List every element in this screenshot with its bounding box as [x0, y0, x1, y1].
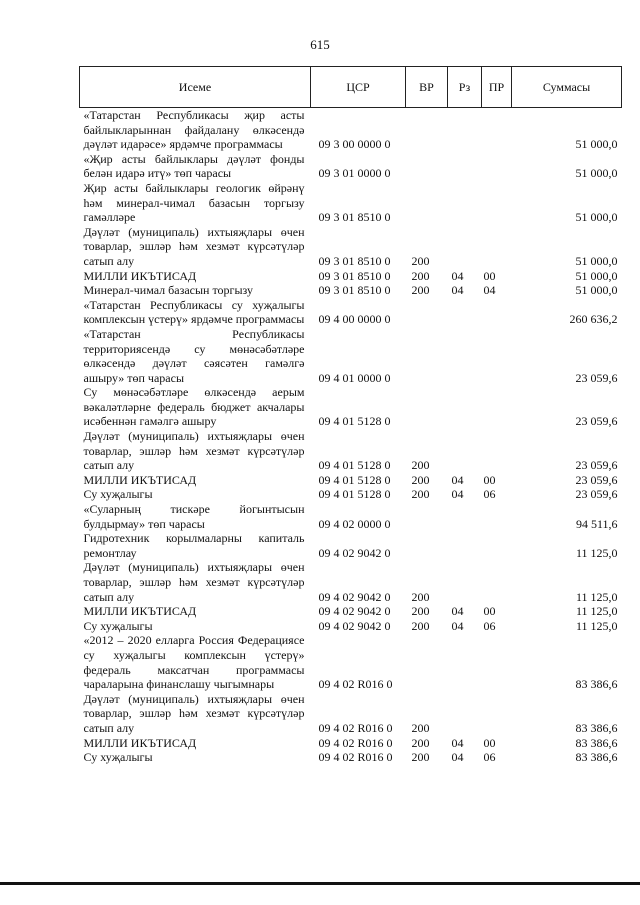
- cell-pr: [482, 692, 512, 736]
- cell-csr: 09 4 02 R016 0: [318, 720, 393, 735]
- cell-csr: 09 4 02 9042 0: [318, 604, 391, 619]
- cell-vr: 200: [411, 283, 430, 298]
- cell-sum: 260 636,2: [569, 312, 618, 327]
- table-row: [80, 152, 622, 181]
- cell-csr: 09 4 02 9042 0: [318, 589, 391, 604]
- cell-vr: 200: [411, 604, 430, 619]
- table-row: [80, 750, 622, 765]
- cell-sum: 83 386,6: [575, 677, 618, 692]
- cell-rz: [448, 531, 482, 560]
- cell-vr: 200: [411, 735, 430, 750]
- table-header: [80, 67, 622, 108]
- table-row: [80, 633, 622, 691]
- page-number: 615: [310, 37, 330, 52]
- cell-csr: 09 3 01 0000 0: [318, 166, 391, 181]
- cell-name: «Җир асты байлыклары дәүләт фонды белән идарә итү» төп чарасы: [83, 151, 305, 181]
- cell-rz: [448, 181, 482, 225]
- cell-rz: 04: [451, 735, 464, 750]
- cell-sum: 83 386,6: [575, 750, 618, 765]
- cell-pr: [482, 429, 512, 473]
- cell-name: «Суларның тискәре йогынтысын булдырмау» төп чарасы: [83, 502, 305, 531]
- cell-csr: 09 3 01 8510 0: [318, 283, 391, 298]
- table-row: [80, 619, 622, 634]
- cell-pr: 00: [483, 472, 496, 487]
- cell-vr: [406, 385, 448, 429]
- cell-name: Дәүләт (муниципаль) ихтыяҗлары өчен товарлар, эшләр һәм хезмәт күрсәтүләр сатып алу: [83, 429, 305, 473]
- cell-sum: 94 511,6: [575, 516, 618, 531]
- cell-pr: [482, 502, 512, 531]
- cell-pr: [482, 298, 512, 327]
- cell-vr: 200: [411, 720, 430, 735]
- header-rz: Рз: [448, 67, 482, 108]
- cell-vr: 200: [411, 472, 430, 487]
- cell-vr: [406, 181, 448, 225]
- table-row: [80, 108, 622, 152]
- cell-rz: [448, 108, 482, 152]
- header-csr: ЦСР: [311, 67, 406, 108]
- cell-vr: [406, 502, 448, 531]
- table-row: [80, 327, 622, 385]
- cell-rz: [448, 633, 482, 691]
- cell-name: Дәүләт (муниципаль) ихтыяҗлары өчен товарлар, эшләр һәм хезмәт күрсәтүләр сатып алу: [83, 560, 305, 604]
- cell-pr: [482, 108, 512, 152]
- table-row: [80, 385, 622, 429]
- cell-vr: [406, 531, 448, 560]
- cell-csr: 09 4 01 5128 0: [318, 472, 391, 487]
- cell-pr: 00: [483, 735, 496, 750]
- cell-pr: 00: [483, 604, 496, 619]
- cell-csr: 09 4 02 0000 0: [318, 516, 391, 531]
- cell-pr: 06: [483, 750, 496, 765]
- cell-sum: 11 125,0: [575, 589, 618, 604]
- cell-pr: 04: [483, 283, 496, 298]
- cell-rz: [448, 385, 482, 429]
- table-row: [80, 692, 622, 736]
- cell-name: «Татарстан Республикасы җир асты байлыкларыннан файдалану өлкәсендә дәүләт идарәсе» ярдәмче программасы: [83, 108, 305, 152]
- header-sum: Суммасы: [512, 67, 622, 108]
- cell-csr: 09 4 02 9042 0: [318, 618, 391, 633]
- table-row: [80, 531, 622, 560]
- cell-pr: [482, 327, 512, 385]
- cell-rz: 04: [451, 487, 464, 502]
- cell-csr: 09 4 01 0000 0: [318, 370, 391, 385]
- page-bottom-rule: [0, 882, 640, 885]
- cell-vr: [406, 152, 448, 181]
- cell-vr: 200: [411, 268, 430, 283]
- cell-rz: 04: [451, 604, 464, 619]
- table-row: [80, 487, 622, 502]
- cell-sum: 23 059,6: [575, 472, 618, 487]
- cell-sum: 51 000,0: [575, 268, 618, 283]
- cell-vr: [406, 633, 448, 691]
- cell-pr: [482, 531, 512, 560]
- cell-sum: 11 125,0: [575, 604, 618, 619]
- cell-name: Минерал-чимал базасын торгызу: [83, 283, 254, 298]
- cell-sum: 23 059,6: [575, 370, 618, 385]
- cell-pr: [482, 385, 512, 429]
- cell-rz: 04: [451, 618, 464, 633]
- table-row: [80, 283, 622, 298]
- cell-vr: 200: [411, 618, 430, 633]
- cell-rz: [448, 152, 482, 181]
- cell-name: МИЛЛИ ИКЪТИСАД: [83, 604, 197, 619]
- cell-vr: [406, 298, 448, 327]
- cell-sum: 11 125,0: [575, 545, 618, 560]
- cell-sum: 11 125,0: [575, 618, 618, 633]
- cell-name: МИЛЛИ ИКЪТИСАД: [83, 268, 197, 283]
- cell-pr: 06: [483, 487, 496, 502]
- cell-vr: 200: [411, 458, 430, 473]
- cell-sum: 51 000,0: [575, 253, 618, 268]
- cell-name: Дәүләт (муниципаль) ихтыяҗлары өчен товарлар, эшләр һәм хезмәт күрсәтүләр сатып алу: [83, 224, 305, 268]
- cell-sum: 51 000,0: [575, 166, 618, 181]
- cell-sum: 83 386,6: [575, 735, 618, 750]
- cell-csr: 09 3 01 8510 0: [318, 253, 391, 268]
- table-row: [80, 181, 622, 225]
- cell-rz: 04: [451, 283, 464, 298]
- cell-sum: 83 386,6: [575, 720, 618, 735]
- cell-sum: 51 000,0: [575, 137, 618, 152]
- cell-sum: 23 059,6: [575, 487, 618, 502]
- cell-rz: 04: [451, 750, 464, 765]
- budget-table: [79, 66, 622, 765]
- cell-name: Су мөнәсәбәтләре өлкәсендә аерым вәкаләтләрне федераль бюджет акчалары исәбеннән гамәлгә ашыру: [83, 385, 305, 429]
- header-vr: ВР: [406, 67, 448, 108]
- cell-vr: 200: [411, 750, 430, 765]
- cell-sum: 23 059,6: [575, 414, 618, 429]
- cell-pr: 06: [483, 618, 496, 633]
- cell-sum: 23 059,6: [575, 458, 618, 473]
- table-row: [80, 736, 622, 751]
- cell-name: Су хуҗалыгы: [83, 618, 153, 633]
- cell-vr: 200: [411, 253, 430, 268]
- cell-vr: 200: [411, 589, 430, 604]
- cell-rz: [448, 327, 482, 385]
- table-row: [80, 473, 622, 488]
- cell-name: «2012 – 2020 елларга Россия Федерациясе су хуҗалыгы комплексын үстерү» федераль максатчан программасы чараларына финанслашу чыгымнары: [83, 633, 305, 692]
- cell-csr: 09 3 01 8510 0: [318, 268, 391, 283]
- cell-csr: 09 4 02 R016 0: [318, 750, 393, 765]
- table-row: [80, 225, 622, 269]
- cell-pr: [482, 225, 512, 269]
- cell-pr: [482, 152, 512, 181]
- cell-csr: 09 4 02 9042 0: [318, 545, 391, 560]
- cell-csr: 09 4 02 R016 0: [318, 677, 393, 692]
- cell-csr: 09 4 01 5128 0: [318, 414, 391, 429]
- cell-pr: [482, 181, 512, 225]
- cell-pr: 00: [483, 268, 496, 283]
- table-row: [80, 502, 622, 531]
- cell-name: Су хуҗалыгы: [83, 487, 153, 502]
- cell-vr: [406, 327, 448, 385]
- cell-pr: [482, 633, 512, 691]
- table-row: [80, 429, 622, 473]
- header-pr: ПР: [482, 67, 512, 108]
- cell-vr: 200: [411, 487, 430, 502]
- cell-rz: [448, 298, 482, 327]
- cell-name: «Татарстан Республикасы су хуҗалыгы комплексын үстерү» ярдәмче программасы: [83, 297, 305, 327]
- table-row: [80, 604, 622, 619]
- cell-csr: 09 4 00 0000 0: [318, 312, 391, 327]
- cell-rz: [448, 560, 482, 604]
- cell-csr: 09 3 01 8510 0: [318, 210, 391, 225]
- cell-csr: 09 4 02 R016 0: [318, 735, 393, 750]
- cell-csr: 09 4 01 5128 0: [318, 487, 391, 502]
- cell-sum: 51 000,0: [575, 210, 618, 225]
- cell-name: МИЛЛИ ИКЪТИСАД: [83, 472, 197, 487]
- header-name: Исеме: [80, 67, 311, 108]
- cell-sum: 51 000,0: [575, 283, 618, 298]
- cell-name: МИЛЛИ ИКЪТИСАД: [83, 735, 197, 750]
- cell-rz: [448, 502, 482, 531]
- cell-rz: [448, 692, 482, 736]
- table-row: [80, 298, 622, 327]
- cell-csr: 09 3 00 0000 0: [318, 137, 391, 152]
- cell-name: Дәүләт (муниципаль) ихтыяҗлары өчен товарлар, эшләр һәм хезмәт күрсәтүләр сатып алу: [83, 691, 305, 735]
- cell-pr: [482, 560, 512, 604]
- cell-vr: [406, 108, 448, 152]
- cell-csr: 09 4 01 5128 0: [318, 458, 391, 473]
- cell-rz: 04: [451, 472, 464, 487]
- cell-rz: [448, 225, 482, 269]
- cell-name: «Татарстан Республикасы территориясендә су мөнәсәбәтләре өлкәсендә дәүләт сәясәтен гамәлгә ашыру» төп чарасы: [83, 326, 305, 385]
- cell-name: Җир асты байлыклары геологик өйрәнү һәм минерал-чимал базасын торгызу гамәлләре: [83, 180, 305, 225]
- table-row: [80, 269, 622, 284]
- table-row: [80, 560, 622, 604]
- cell-name: Су хуҗалыгы: [83, 750, 153, 765]
- cell-rz: 04: [451, 268, 464, 283]
- cell-rz: [448, 429, 482, 473]
- table-body: [80, 108, 622, 765]
- cell-name: Гидротехник корылмаларны капиталь ремонтлау: [83, 531, 305, 560]
